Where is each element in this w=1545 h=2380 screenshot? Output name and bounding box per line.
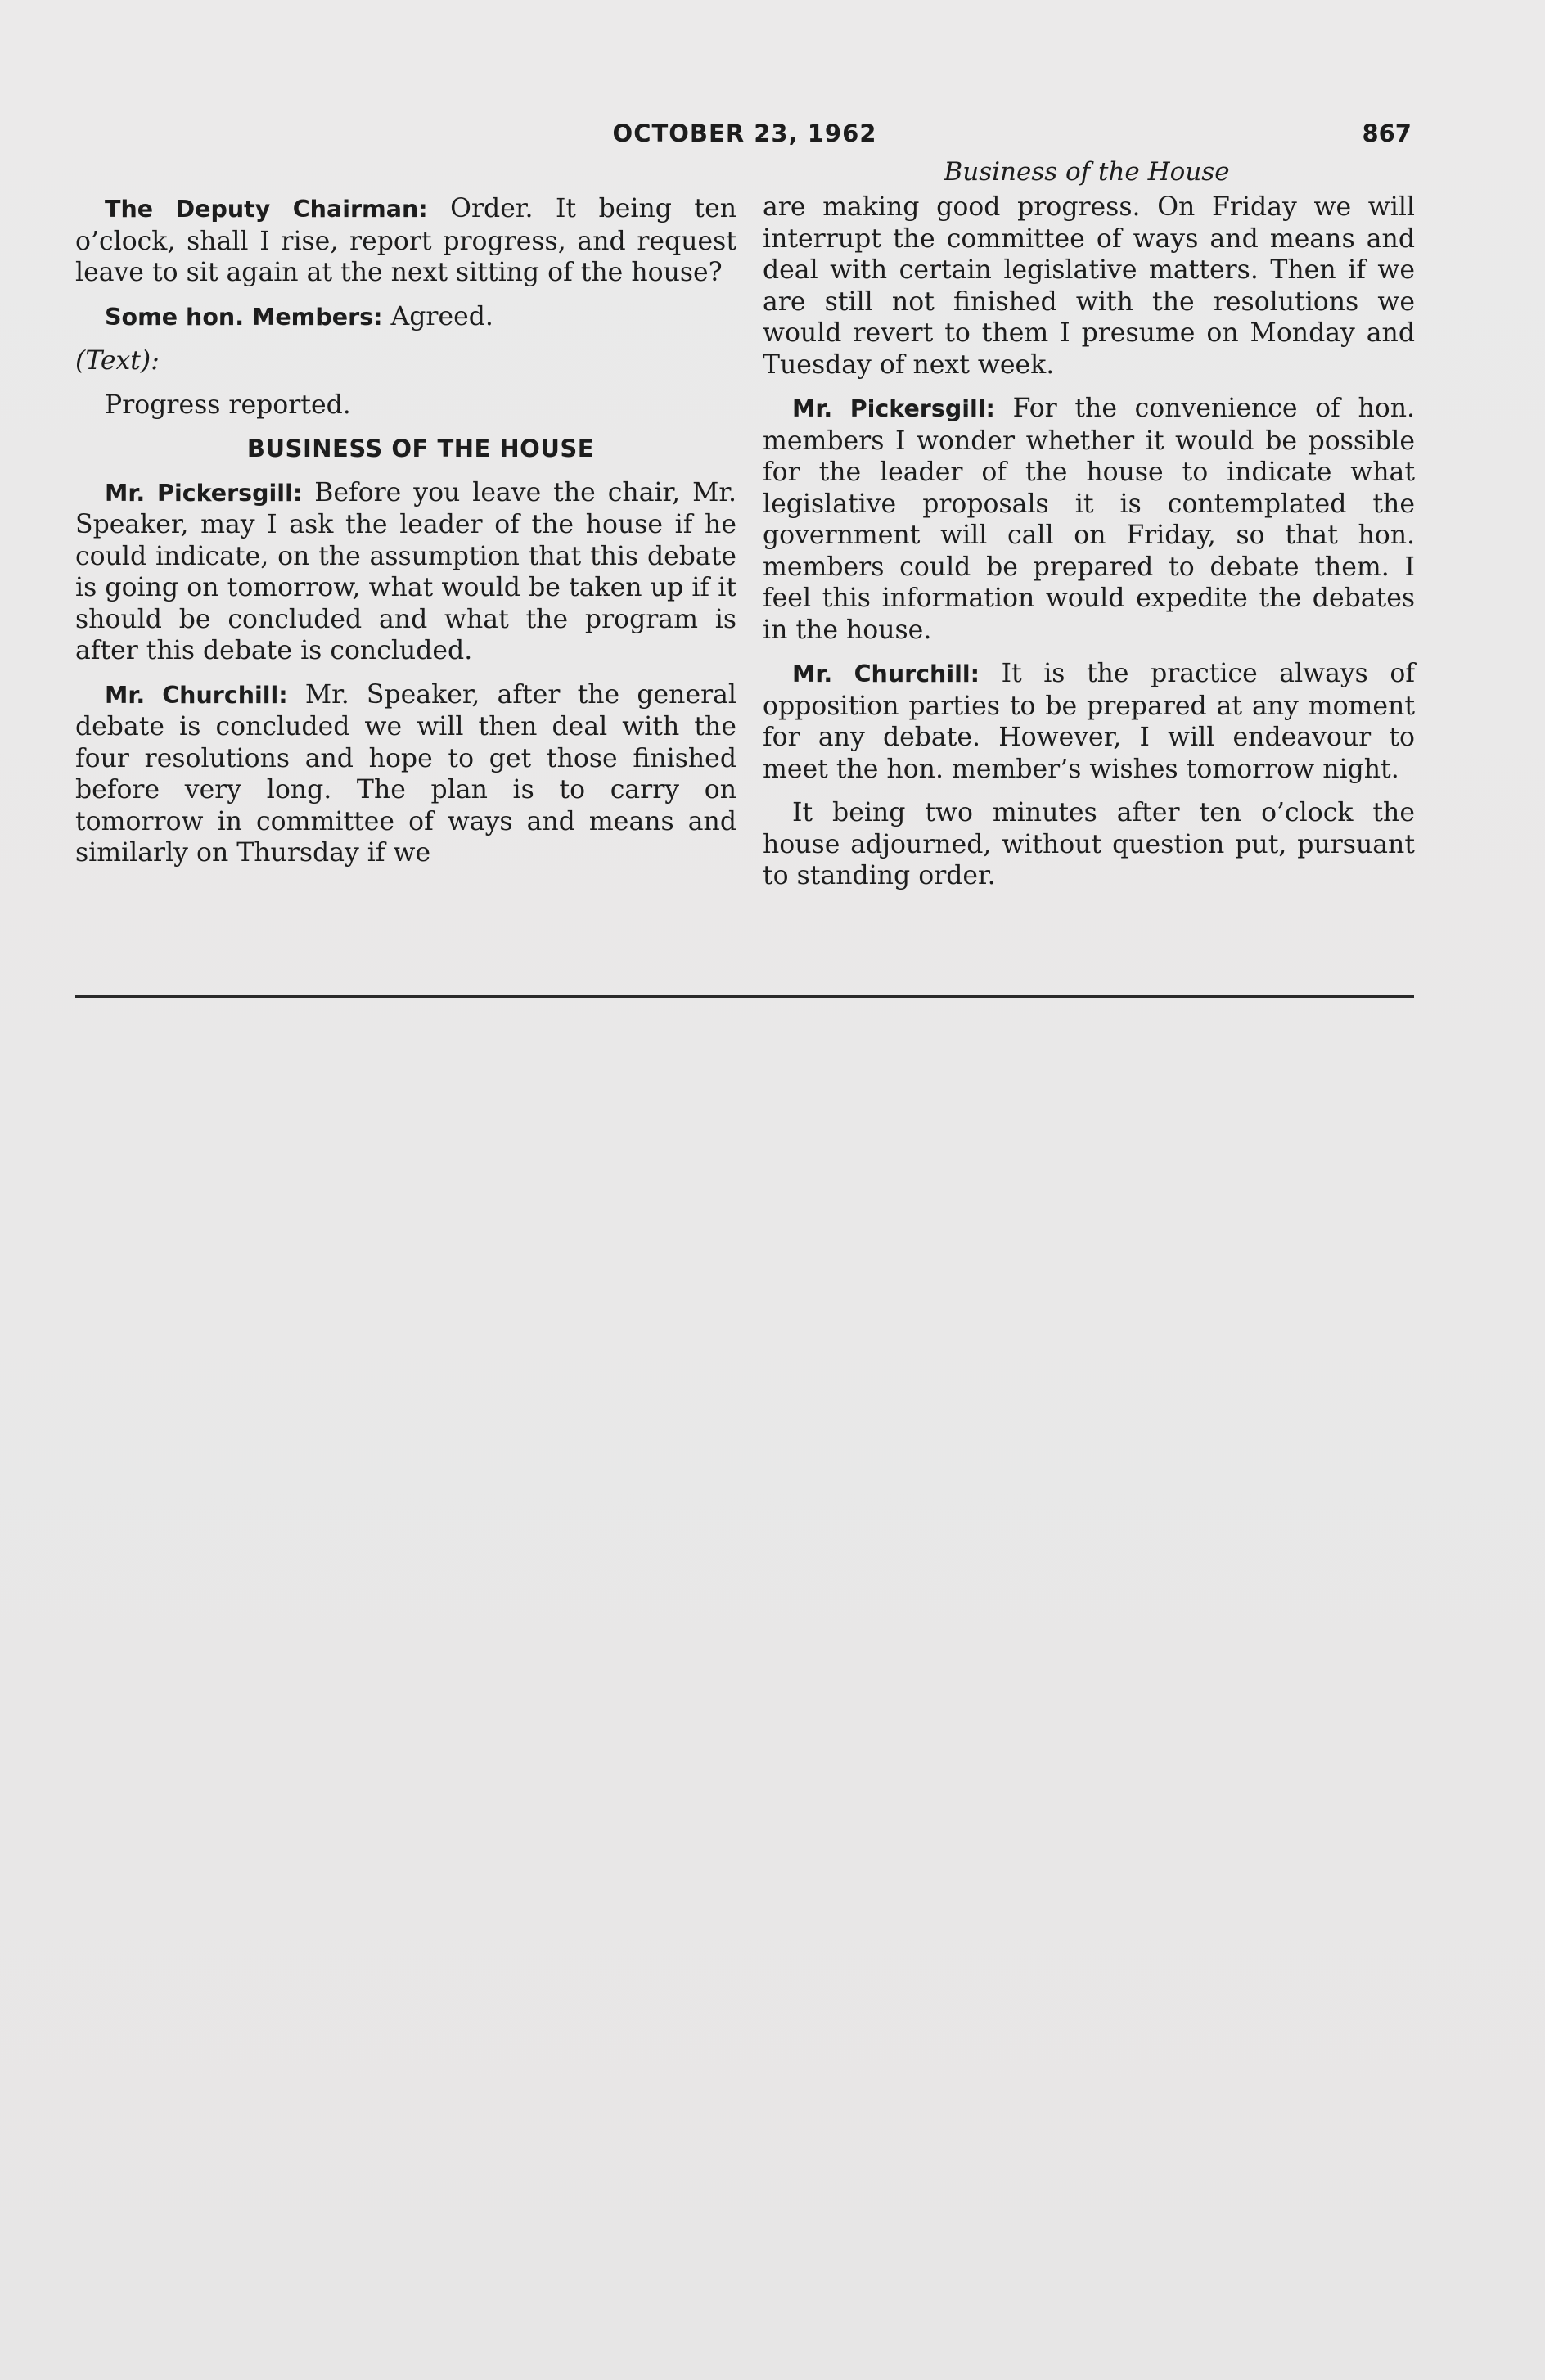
- running-title: Business of the House: [944, 157, 1230, 187]
- paragraph: It being two minutes after ten o’clock the house adjourned, without question put, pursuant to standing order.: [763, 798, 1415, 890]
- header-date: OCTOBER 23, 1962: [612, 119, 877, 147]
- horizontal-rule: [75, 995, 1414, 998]
- speaker-name: Mr. Pickersgill:: [105, 479, 303, 507]
- paragraph-text: Mr. Speaker, after the general debate is concluded we will then deal with the four resolutions and hope to get those finished before very long. The plan is to carry on tomorrow in committee of ways and means and similarly on Thursday if we: [75, 679, 737, 868]
- paragraph: [763, 393, 1415, 646]
- paragraph-text: For the convenience of hon. members I wonder whether it would be possible for the leader of the house to indicate what legislative proposals it is contemplated the government will call on Friday, so that hon. members could be prepared to debate them. I feel this information would expedite the debates in the house.: [763, 394, 1416, 645]
- speaker-name: Mr. Churchill:: [792, 660, 980, 687]
- right-column: [763, 192, 1415, 904]
- paragraph: [75, 679, 736, 869]
- section-heading: BUSINESS OF THE HOUSE: [246, 435, 595, 462]
- speaker-name: The Deputy Chairman:: [105, 196, 428, 223]
- paragraph: are making good progress. On Friday we will interrupt the committee of ways and means and deal with certain legislative matters. Then if we are still not finished with the resolutions we would revert to them I presume on Monday and Tuesday of next week.: [763, 192, 1415, 380]
- paragraph: [75, 477, 736, 667]
- speaker-name: Some hon. Members:: [105, 303, 383, 331]
- paragraph: [75, 193, 736, 289]
- page-number: 867: [1362, 119, 1412, 147]
- paragraph: Progress reported.: [105, 390, 351, 420]
- paragraph-text: It is the practice always of opposition parties to be prepared at any moment for any debate. However, I will endeavour to meet the hon. member’s wishes tomorrow night.: [763, 659, 1415, 784]
- paragraph: [763, 658, 1415, 785]
- paragraph: [75, 301, 736, 334]
- paragraph-text: Order. It being ten o’clock, shall I rise, report progress, and request leave to sit again at the next sitting of the house?: [75, 194, 736, 287]
- page-header: [78, 115, 1412, 156]
- paragraph-text: Before you leave the chair, Mr. Speaker, may I ask the leader of the house if he could indicate, on the assumption that this debate is going on tomorrow, what would be taken up if it should be concluded and what the program is after this debate is concluded.: [75, 477, 736, 665]
- speaker-name: Mr. Churchill:: [105, 681, 288, 709]
- paragraph-text: Agreed.: [382, 301, 493, 331]
- left-column: [75, 193, 736, 881]
- speaker-name: Mr. Pickersgill:: [792, 395, 995, 422]
- text-label: (Text):: [75, 346, 160, 376]
